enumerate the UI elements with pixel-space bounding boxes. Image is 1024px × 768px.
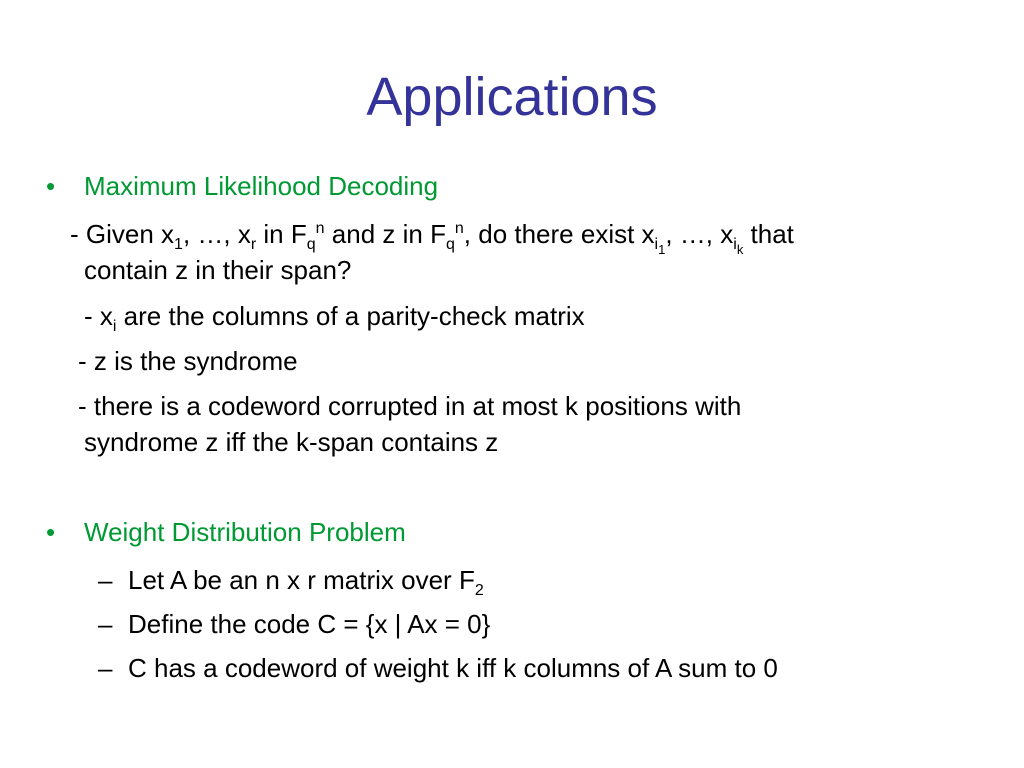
body-line-codeword: - there is a codeword corrupted in at most k positions with xyxy=(78,391,742,421)
subitem-code: Define the code C = {x | Ax = 0} xyxy=(128,609,491,639)
body-line-columns: - $x_i$ are the columns of a parity-check matrix xyxy=(84,301,585,335)
bullet-marker-2: • xyxy=(46,517,56,547)
body-line-span: contain z in their span? xyxy=(84,255,352,285)
body-line-syndrome: - z is the syndrome xyxy=(78,346,298,376)
dash-marker-1: – xyxy=(98,565,113,595)
bullet-marker-1: • xyxy=(46,171,56,201)
body-line-given: - Given $x_1$, …, $x_r$ in $F_q^n$ and z in $F_q^n$, do there exist $x_{i_1}$, …, $x_{i_k}$ that xyxy=(70,219,794,257)
slide-title: Applications xyxy=(366,67,658,127)
dash-marker-3: – xyxy=(98,653,113,683)
section-heading-ml-decoding: Maximum Likelihood Decoding xyxy=(84,171,439,201)
subitem-matrix: Let A be an n x r matrix over $F_2$ xyxy=(128,565,484,599)
body-line-kspan: syndrome z iff the k-span contains z xyxy=(84,427,499,457)
subitem-weight: C has a codeword of weight k iff k columns of A sum to 0 xyxy=(128,653,778,683)
dash-marker-2: – xyxy=(98,609,113,639)
section-heading-weight-distribution: Weight Distribution Problem xyxy=(84,517,406,547)
